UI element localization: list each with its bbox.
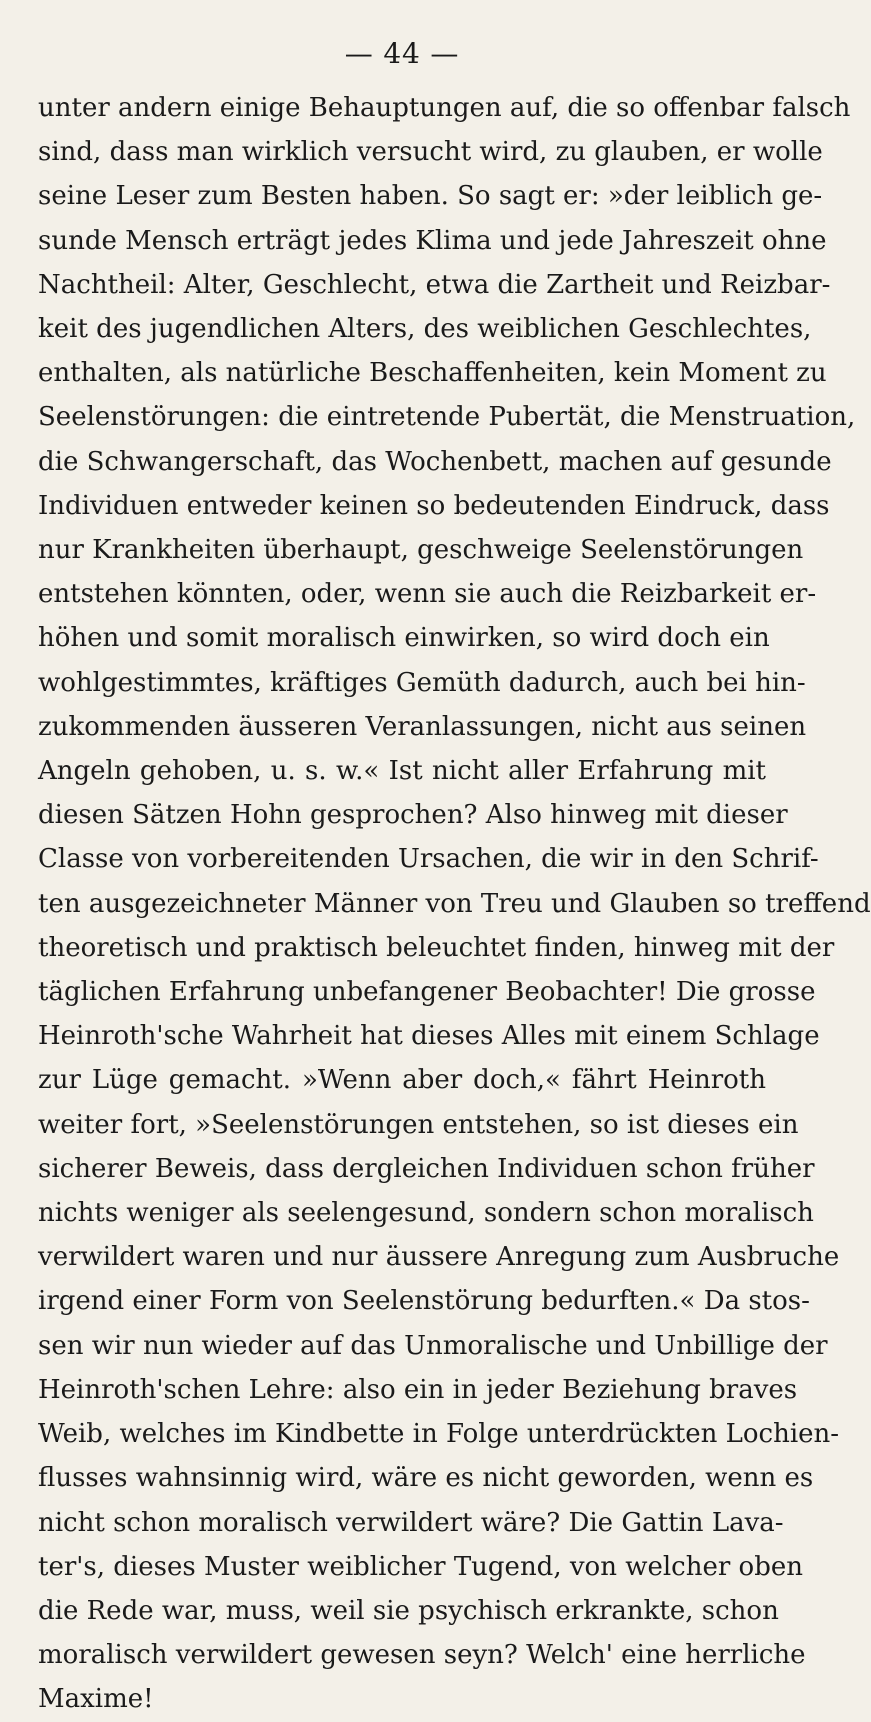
text-line: Angeln gehoben, u. s. w.« Ist nicht aller Erfahrung mit xyxy=(38,756,766,787)
text-line: unter andern einige Behauptungen auf, die so offenbar falsch xyxy=(38,93,851,123)
text-line: Individuen entweder keinen so bedeutenden Eindruck, dass xyxy=(38,490,830,521)
text-line: wohlgestimmtes, kräftiges Gemüth dadurch, auch bei hin- xyxy=(38,667,806,698)
text-line: zukommenden äusseren Veranlassungen, nicht aus seinen xyxy=(38,711,807,742)
text-line: Classe von vorbereitenden Ursachen, die wir in den Schrif- xyxy=(38,844,819,875)
text-line: Weib, welches im Kindbette in Folge unterdrückten Lochien- xyxy=(38,1419,840,1450)
text-line: entstehen könnten, oder, wenn sie auch die Reizbarkeit er- xyxy=(38,579,817,610)
text-line: diesen Sätzen Hohn gesprochen? Also hinweg mit dieser xyxy=(38,800,788,831)
text-line: weiter fort, »Seelenstörungen entstehen, so ist dieses ein xyxy=(38,1109,799,1140)
text-line: sen wir nun wieder auf das Unmoralische und Unbillige der xyxy=(38,1330,828,1361)
body-text xyxy=(38,86,871,1722)
text-line: irgend einer Form von Seelenstörung bedurften.« Da stos- xyxy=(38,1286,810,1317)
text-line: die Schwangerschaft, das Wochenbett, machen auf gesunde xyxy=(38,446,832,477)
page-number-header: — 44 — xyxy=(344,37,460,70)
text-line: verwildert waren und nur äussere Anregung zum Ausbruche xyxy=(38,1242,840,1273)
text-line: nur Krankheiten überhaupt, geschweige Seelenstörungen xyxy=(38,535,804,566)
text-line: seine Leser zum Besten haben. So sagt er: »der leiblich ge- xyxy=(38,181,823,212)
text-line: nichts weniger als seelengesund, sondern schon moralisch xyxy=(38,1198,814,1229)
text-line: sicherer Beweis, dass dergleichen Individuen schon früher xyxy=(38,1153,815,1184)
text-line: Nachtheil: Alter, Geschlecht, etwa die Zartheit und Reizbar- xyxy=(38,269,831,300)
text-line: Seelenstörungen: die eintretende Pubertät, die Menstruation, xyxy=(38,402,856,433)
text-line: höhen und somit moralisch einwirken, so wird doch ein xyxy=(38,623,770,654)
text-line: Maxime! xyxy=(38,1684,154,1715)
text-line: nicht schon moralisch verwildert wäre? Die Gattin Lava- xyxy=(38,1507,784,1538)
text-line: keit des jugendlichen Alters, des weiblichen Geschlechtes, xyxy=(38,314,812,345)
text-line: Heinroth'schen Lehre: also ein in jeder Beziehung braves xyxy=(38,1374,798,1405)
text-line: ten ausgezeichneter Männer von Treu und Glauben so treffend xyxy=(38,888,871,919)
text-line: sunde Mensch erträgt jedes Klima und jede Jahreszeit ohne xyxy=(38,225,827,256)
text-line: sind, dass man wirklich versucht wird, zu glauben, er wolle xyxy=(38,137,823,168)
text-line: Heinroth'sche Wahrheit hat dieses Alles mit einem Schlage xyxy=(38,1021,820,1052)
text-line: enthalten, als natürliche Beschaffenheiten, kein Moment zu xyxy=(38,358,827,389)
text-line: zur Lüge gemacht. »Wenn aber doch,« fährt Heinroth xyxy=(38,1065,766,1096)
text-line: moralisch verwildert gewesen seyn? Welch' eine herrliche xyxy=(38,1640,806,1671)
text-line: flusses wahnsinnig wird, wäre es nicht geworden, wenn es xyxy=(38,1463,814,1494)
text-line: täglichen Erfahrung unbefangener Beobachter! Die grosse xyxy=(38,977,816,1008)
text-line: ter's, dieses Muster weiblicher Tugend, von welcher oben xyxy=(38,1551,803,1582)
text-line: theoretisch und praktisch beleuchtet finden, hinweg mit der xyxy=(38,932,835,963)
text-line: die Rede war, muss, weil sie psychisch erkrankte, schon xyxy=(38,1595,779,1626)
